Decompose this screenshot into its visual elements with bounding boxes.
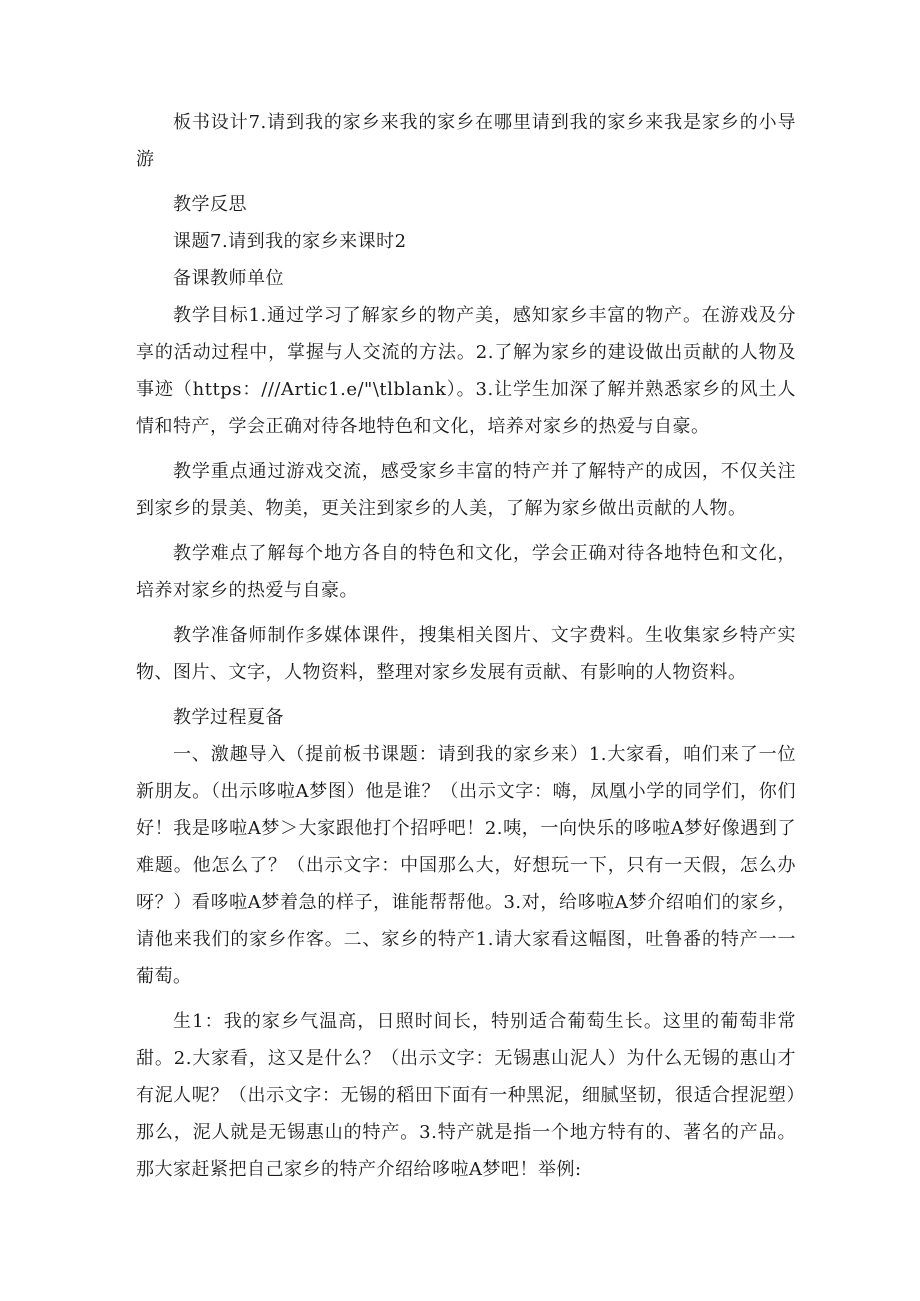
lesson-title-line: 课题7.请到我的家乡来课时2 <box>173 231 407 252</box>
teaching-preparation-paragraph: 教学准备师制作多媒体课件，搜集相关图片、文字费料。生收集家乡特产实物、图片、文字，人物资料，整理对家乡发展有贡献、有影响的人物资料。 <box>136 625 796 683</box>
teaching-reflection-heading: 教学反思 <box>173 194 247 215</box>
teaching-objectives-paragraph: 教学目标1.通过学习了解家乡的物产美，感知家乡丰富的物产。在游戏及分享的活动过程中，掌握与人交流的方法。2.了解为家乡的建设做出贡献的人物及事迹（https：///Artic1.e/"\tlblank）。3.让学生加深了解并熟悉家乡的风土人情和特产，学会正确对待各地特色和文化，培养对家乡的热爱与自豪。 <box>136 305 796 437</box>
teaching-process-heading: 教学过程夏备 <box>173 707 284 728</box>
teaching-difficulty-paragraph: 教学难点了解每个地方各自的特色和文化，学会正确对待各地特色和文化，培养对家乡的热爱与自豪。 <box>136 543 796 601</box>
student-response-paragraph: 生1：我的家乡气温高，日照时间长，特别适合葡萄生长。这里的葡萄非常甜。2.大家看，这又是什么？（出示文字：无锡惠山泥人）为什么无锡的惠山才有泥人呢？（出示文字：无锡的稻田下面有一种黑泥，细腻坚韧，很适合捏泥塑）那么，泥人就是无锡惠山的特产。3.特产就是指一个地方特有的、著名的产品。那大家赶紧把自己家乡的特产介绍给哆啦A梦吧！举例: <box>136 1011 796 1180</box>
introduction-section-paragraph: 一、激趣导入（提前板书课题：请到我的家乡来）1.大家看，咱们来了一位新朋友。（出示哆啦A梦图）他是谁？（出示文字：嗨，凤凰小学的同学们，你们好！我是哆啦A梦＞大家跟他打个招呼吧！2.咦，一向快乐的哆啦A梦好像遇到了难题。他怎么了？（出示文字：中国那么大，好想玩一下，只有一天假，怎么办呀？）看哆啦A梦着急的样子，谁能帮帮他。3.对，给哆啦A梦介绍咱们的家乡，请他来我们的家乡作客。二、家乡的特产1.请大家看这幅图，吐鲁番的特产一一葡萄。 <box>136 744 796 987</box>
teaching-focus-paragraph: 教学重点通过游戏交流，感受家乡丰富的特产并了解特产的成因，不仅关注到家乡的景美、物美，更关注到家乡的人美，了解为家乡做出贡献的人物。 <box>136 461 796 519</box>
document-body <box>136 104 796 1196</box>
teacher-unit-line: 备课教师单位 <box>173 268 284 289</box>
board-design-paragraph: 板书设计7.请到我的家乡来我的家乡在哪里请到我的家乡来我是家乡的小导游 <box>136 112 796 170</box>
